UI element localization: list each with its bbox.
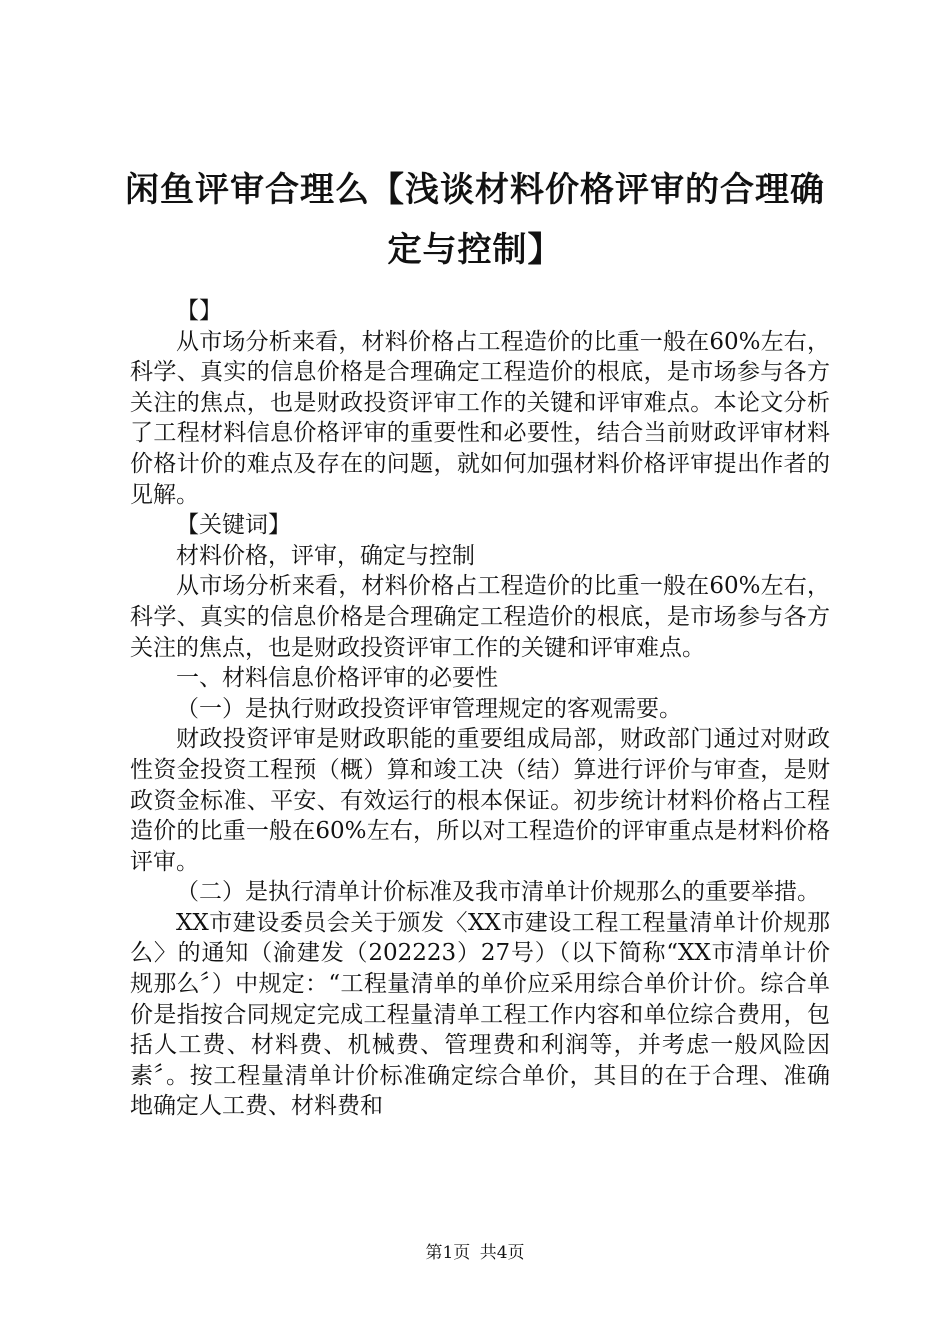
body-paragraph: 财政投资评审是财政职能的重要组成局部，财政部门通过对财政性资金投资工程预（概）算和竣工决（结）算进行评价与审查，是财政资金标准、平安、有效运行的根本保证。初步统计材料价格占工程造价的比重一般在60%左右，所以对工程造价的评审重点是材料价格评审。 (130, 726, 830, 875)
subsection-heading-1: （一）是执行财政投资评审管理规定的客观需要。 (176, 695, 682, 722)
page-number: 第1页 (425, 1243, 471, 1263)
subsection-heading-2: （二）是执行清单计价标准及我市清单计价规那么的重要举措。 (176, 879, 820, 906)
keywords-heading: 【关键词】 (176, 512, 291, 539)
page-total: 共4页 (479, 1243, 525, 1263)
intro-paragraph: 从市场分析来看，材料价格占工程造价的比重一般在60%左右，科学、真实的信息价格是合理确定工程造价的根底，是市场参与各方关注的焦点，也是财政投资评审工作的关键和评审难点。 (130, 573, 830, 661)
page-footer (0, 1242, 950, 1264)
section-heading-1: 一、材料信息价格评审的必要性 (176, 665, 498, 692)
document-title: 闲鱼评审合理么【浅谈材料价格评审的合理确定与控制】 (125, 170, 825, 270)
body-paragraph: XX市建设委员会关于颁发〈XX市建设工程工程量清单计价规那么〉的通知（渝建发（202223）27号）（以下简称“XX市清单计价规那么〞）中规定：“工程量清单的单价应采用综合单价计价。综合单价是指按合同规定完成工程量清单工程工作内容和单位综合费用，包括人工费、材料费、机械费、管理费和利润等，并考虑一般风险因素〞。按工程量清单计价标准确定综合单价，其目的在于合理、准确地确定人工费、材料费和 (130, 909, 830, 1120)
abstract-paragraph: 从市场分析来看，材料价格占工程造价的比重一般在60%左右，科学、真实的信息价格是合理确定工程造价的根底，是市场参与各方关注的焦点，也是财政投资评审工作的关键和评审难点。本论文分析了工程材料信息价格评审的重要性和必要性，结合当前财政评审材料价格计价的难点及存在的问题，就如何加强材料价格评审提出作者的见解。 (130, 328, 830, 508)
abstract-heading: 【】 (176, 298, 222, 324)
document-body (130, 296, 830, 1122)
keywords-text: 材料价格，评审，确定与控制 (176, 542, 475, 569)
